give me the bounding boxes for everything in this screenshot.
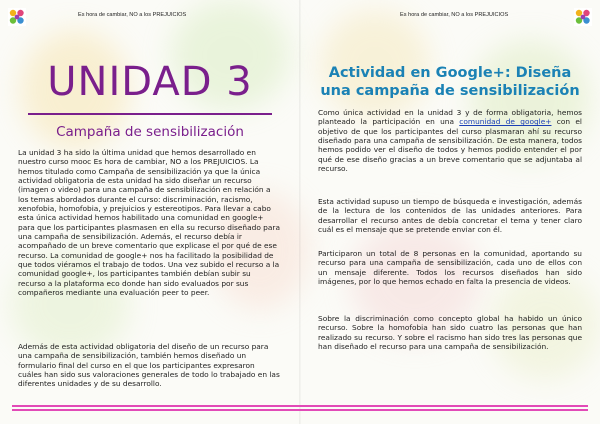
footer-rule (12, 405, 588, 407)
logo-icon (574, 8, 592, 26)
running-head: Es hora de cambiar, NO a los PREJUICIOS (400, 12, 509, 18)
body-paragraph (318, 108, 582, 173)
activity-title: Actividad en Google+: Diseña una campaña de sensibilización (320, 65, 580, 99)
body-paragraph: Además de esta actividad obligatoria del diseño de un recurso para una campaña de sensibilización, también hemos diseñado un formulario final del curso en el que los participantes expresaron cuáles han sido sus valoraciones generales de todo lo trabajado en las diferentes unidades y de su desarrollo. (18, 342, 280, 389)
right-page (300, 0, 600, 424)
title-underline (28, 113, 272, 115)
unit-subtitle: Campaña de sensibilización (56, 124, 244, 140)
unit-title: UNIDAD 3 (47, 59, 253, 105)
paragraph-text: Como única actividad en la unidad 3 y de forma obligatoria, hemos planteado la participación en una (318, 108, 582, 127)
body-paragraph: Sobre la discriminación como concepto global ha habido un único recurso. Sobre la homofobia han sido cuatro las personas que han realizado su recurso. Y sobre el racismo han sido tres las personas que han diseñado el recurso para una campaña de sensibilización. (318, 314, 582, 352)
footer-rule (12, 409, 588, 411)
running-head: Es hora de cambiar, NO a los PREJUICIOS (78, 12, 187, 18)
logo-icon (8, 8, 26, 26)
paragraph-text: con el objetivo de que los participantes del curso plasmaran ahí su recurso diseñado para una campaña de sensibilización. De esta manera, todos hemos podido ver el diseño de todos y hemos podido entender el por qué de ese diseño gracias a un breve comentario que se adjuntaba al recurso. (318, 117, 582, 174)
body-paragraph: La unidad 3 ha sido la última unidad que hemos desarrollado en nuestro curso mooc Es hora de cambiar, NO a los PREJUICIOS. La hemos titulado como Campaña de sensibilización ya que la única actividad obligatoria de esta unidad ha sido diseñar un recurso (imagen o video) para una campaña de sensibilización en relación a los temas abordados durante el curso: discriminación, racismo, xenofobia, homofobia, y prejuicios y estereotipos. Para llevar a cabo esta única actividad hemos habilitado una comunidad en google+ para que los participantes plasmasen en ella su recurso diseñado para una campaña de sensibilización. Además, el recurso debía ir acompañado de un breve comentario que explicase el por qué de ese recurso. La comunidad de google+ nos ha facilitado la posibilidad de que todos viéramos el trabajo de todos. Una vez subido el recurso a la comunidad google+, los participantes también debían subir su recurso a la plataforma eco donde han sido evaluados por sus compañeros mediante una evaluación peer to peer. (18, 148, 280, 298)
google-plus-community-link[interactable]: comunidad de google+ (459, 117, 552, 127)
body-paragraph: Esta actividad supuso un tiempo de búsqueda e investigación, además de la lectura de los contenidos de las unidades anteriores. Para desarrollar el recurso antes de debía concretar el tema y tener claro cuál es el mensaje que se pretende enviar con él. (318, 197, 582, 235)
body-paragraph: Participaron un total de 8 personas en la comunidad, aportando su recurso para una campaña de sensibilización, cada uno de ellos con un mensaje diferente. Todos los recursos diseñados han sido imágenes, por lo que hemos echado en falta la presencia de videos. (318, 249, 582, 287)
